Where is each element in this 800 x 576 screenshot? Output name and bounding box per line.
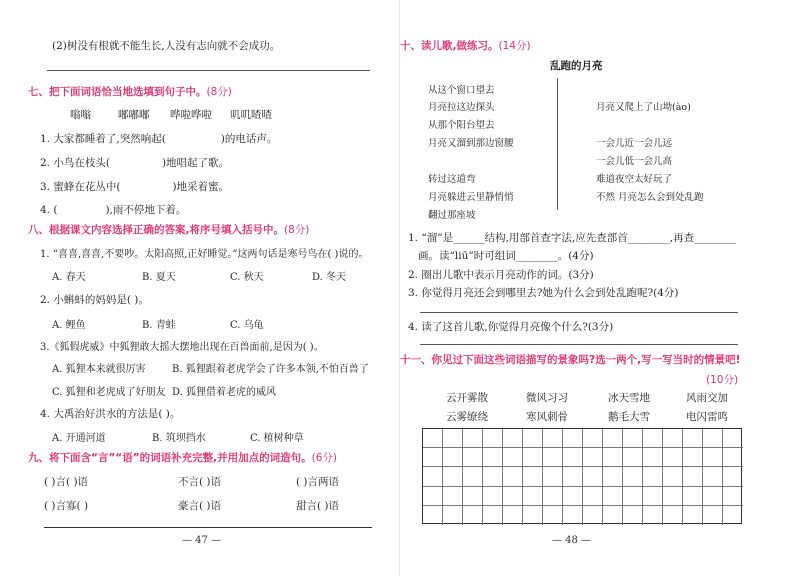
grid-cell[interactable] [723,506,743,525]
grid-cell[interactable] [423,487,443,506]
grid-cell[interactable] [423,506,443,525]
grid-cell[interactable] [583,487,603,506]
grid-cell[interactable] [603,487,623,506]
footer-rule [44,527,372,528]
choice-option[interactable]: C. 秋天 [230,272,264,283]
grid-cell[interactable] [503,506,523,525]
question-text[interactable]: 1. “溜”是______结构,用部首查字法,应先查部首________,再查________ [408,232,737,244]
poem-line: 月亮又溜到那边窗腰 [428,138,514,149]
question-text: 4. 读了这首儿歌,你觉得月亮像个什么?(3分) [408,321,614,333]
word-item: 云雾缭绕 [446,411,488,423]
grid-cell[interactable] [663,467,683,486]
grid-cell[interactable] [723,448,743,467]
word-fill[interactable]: 甜言( )语 [296,500,340,512]
grid-cell[interactable] [623,429,643,448]
fill-sentence [40,202,186,217]
grid-cell[interactable] [723,467,743,486]
grid-cell[interactable] [623,448,643,467]
grid-cell[interactable] [643,467,663,486]
choice-option[interactable]: D. 狐狸借着老虎的威风 [172,387,277,398]
grid-cell[interactable] [443,429,463,448]
grid-cell[interactable] [443,487,463,506]
grid-cell[interactable] [603,467,623,486]
word-option: 叽叽喳喳 [230,109,272,121]
choice-option[interactable]: B. 青蛙 [142,320,176,331]
grid-cell[interactable] [423,448,443,467]
grid-cell[interactable] [663,448,683,467]
grid-cell[interactable] [423,429,443,448]
question-text: 4. 大禹治好洪水的方法是( )。 [40,408,181,420]
poem-line: 一会儿低一会儿高 [596,156,673,167]
choice-option[interactable]: C. 植树种草 [250,433,304,444]
word-fill[interactable]: 不言( )语 [178,476,222,488]
grid-cell[interactable] [503,448,523,467]
grid-cell[interactable] [583,448,603,467]
section-9-header [28,450,337,465]
proverb-text: (2)树没有根就不能生长,人没有志向就不会成功。 [52,40,281,52]
section-points: (8分) [206,86,232,98]
sentence-start: 1. 大家都睡着了,突然响起( [40,133,166,145]
word-option: 嗡嗡 [70,109,91,121]
word-item: 电闪雷鸣 [686,411,728,423]
page-number: — 48 — [552,535,592,546]
word-option: 嘟嘟嘟 [118,109,150,121]
grid-cell[interactable] [543,429,563,448]
grid-cell[interactable] [483,448,503,467]
choice-option[interactable]: D. 冬天 [312,272,347,283]
grid-cell[interactable] [563,467,583,486]
grid-cell[interactable] [683,487,703,506]
question-text: 1. “喜喜,喜喜,不要吵。太阳高照,正好睡觉。”这两句话是寒号鸟在( )说的。 [40,249,369,260]
grid-cell[interactable] [523,448,543,467]
word-fill[interactable]: ( )言( )语 [44,476,89,488]
grid-cell[interactable] [483,506,503,525]
section-title: 十、读儿歌,做练习。 [400,40,499,52]
grid-cell[interactable] [583,506,603,525]
grid-cell[interactable] [463,506,483,525]
poem-line: 一会儿近一会儿远 [596,138,673,149]
grid-cell[interactable] [643,448,663,467]
question-text: 3.《狐假虎威》中狐狸敢大摇大摆地出现在百兽面前,是因为( )。 [40,342,324,353]
word-fill[interactable]: ( )言两语 [296,476,340,488]
grid-cell[interactable] [443,506,463,525]
word-item: 寒风刺骨 [526,411,568,423]
poem-line: 从那个阳台望去 [428,120,495,131]
grid-cell[interactable] [503,487,523,506]
fill-sentence [40,131,277,146]
word-option: 哗啦哗啦 [170,109,212,121]
choice-option[interactable]: A. 春天 [52,272,86,283]
poem-line: 从这个窗口望去 [428,85,495,96]
choice-option[interactable]: B. 夏天 [142,272,176,283]
grid-cell[interactable] [643,429,663,448]
grid-cell[interactable] [583,429,603,448]
sentence-start: 4. ( [40,204,58,216]
section-points: (10分) [706,374,739,386]
grid-cell[interactable] [703,487,723,506]
section-title: 七、把下面词语恰当地选填到句子中。 [28,86,207,98]
choice-option[interactable]: A. 鲤鱼 [52,320,86,331]
answer-line [47,70,370,71]
choice-option[interactable]: A. 狐狸本来就很厉害 [52,364,146,375]
grid-cell[interactable] [623,467,643,486]
grid-cell[interactable] [563,487,583,506]
grid-cell[interactable] [683,448,703,467]
word-item: 冰天雪地 [608,392,650,404]
choice-option[interactable]: B. 筑坝挡水 [152,433,206,444]
question-text[interactable]: 画。读“liū”时可组词________。(4分) [418,250,594,262]
section-title: 九、将下面含“言”“语”的词语补充完整,并用加点的词造句。 [28,452,312,464]
grid-cell[interactable] [463,467,483,486]
grid-cell[interactable] [463,429,483,448]
grid-cell[interactable] [623,506,643,525]
word-item: 云开雾散 [446,392,488,404]
sentence-end: )的电话声。 [220,133,278,145]
grid-cell[interactable] [643,506,663,525]
choice-option[interactable]: C. 狐狸和老虎成了好朋友 [52,387,166,398]
grid-cell[interactable] [723,487,743,506]
grid-cell[interactable] [583,467,603,486]
section-points: (6分) [311,452,337,464]
section-8-header [28,222,309,237]
writing-grid[interactable] [422,428,742,524]
word-item: 风雨交加 [686,392,728,404]
word-item: 微风习习 [526,392,568,404]
poem-line: 难道夜空太好玩了 [596,174,673,185]
grid-cell[interactable] [463,487,483,506]
grid-cell[interactable] [643,487,663,506]
grid-cell[interactable] [543,467,563,486]
section-points: (8分) [284,224,310,236]
section-10-header [400,38,531,53]
grid-cell[interactable] [503,467,523,486]
poem-title: 乱跑的月亮 [550,60,603,72]
answer-line[interactable] [420,312,738,313]
page-number: — 47 — [182,535,222,546]
fill-sentence [40,179,229,194]
grid-cell[interactable] [623,487,643,506]
question-text: 2. 小蝌蚪的妈妈是( )。 [40,294,149,306]
section-7-header [28,84,232,99]
grid-cell[interactable] [703,467,723,486]
fill-sentence [40,155,229,170]
grid-cell[interactable] [543,506,563,525]
grid-cell[interactable] [443,448,463,467]
grid-cell[interactable] [723,429,743,448]
choice-option[interactable]: C. 乌龟 [230,320,264,331]
grid-cell[interactable] [683,506,703,525]
grid-cell[interactable] [663,429,683,448]
poem-line: 不然 月亮怎么会到处乱跑 [596,192,704,203]
grid-cell[interactable] [503,429,523,448]
section-points: (14分) [498,40,531,52]
choice-option[interactable]: A. 开通河道 [52,433,106,444]
grid-cell[interactable] [543,487,563,506]
grid-cell[interactable] [603,448,623,467]
word-fill[interactable]: ( )言寡( ) [44,500,89,512]
grid-cell[interactable] [523,429,543,448]
poem-line: 翻过那座坡 [428,210,476,221]
grid-cell[interactable] [423,467,443,486]
grid-cell[interactable] [523,506,543,525]
right-page [400,0,800,576]
sentence-start: 2. 小鸟在枝头( [40,157,110,169]
grid-cell[interactable] [683,429,703,448]
poem-divider [557,78,558,210]
grid-cell[interactable] [443,467,463,486]
grid-cell[interactable] [523,467,543,486]
grid-cell[interactable] [483,467,503,486]
grid-cell[interactable] [563,506,583,525]
section-11-header: 十一、你见过下面这些词语描写的景象吗?选一两个,写一写当时的情景吧! [400,354,741,366]
grid-cell[interactable] [563,448,583,467]
sentence-end: ),雨不停地下着。 [105,204,187,216]
grid-cell[interactable] [663,487,683,506]
grid-cell[interactable] [663,506,683,525]
grid-cell[interactable] [703,448,723,467]
poem-line: 月亮又爬上了山坳(ào) [596,102,691,113]
answer-line[interactable] [420,344,738,345]
section-title: 八、根据课文内容选择正确的答案,将序号填入括号中。 [28,224,284,236]
grid-cell[interactable] [563,429,583,448]
grid-cell[interactable] [523,487,543,506]
poem-line: 转过这道弯 [428,174,476,185]
grid-cell[interactable] [603,429,623,448]
grid-cell[interactable] [703,506,723,525]
sentence-end: )地唱起了歌。 [161,157,230,169]
word-fill[interactable]: 豪言( )语 [178,500,222,512]
poem-line: 月亮躲进云里静悄悄 [428,192,514,203]
question-text: 3. 你觉得月亮还会到哪里去?她为什么会到处乱跑呢?(4分) [408,287,679,299]
question-text: 2. 圈出儿歌中表示月亮动作的词。(3分) [408,269,594,281]
grid-cell[interactable] [683,467,703,486]
grid-cell[interactable] [483,487,503,506]
poem-line: 月亮拉这边探头 [428,102,495,113]
grid-cell[interactable] [483,429,503,448]
sentence-start: 3. 蜜蜂在花丛中( [40,181,121,193]
word-item: 鹅毛大雪 [608,411,650,423]
grid-cell[interactable] [603,506,623,525]
choice-option[interactable]: B. 狐狸跟着老虎学会了许多本领,不怕百兽了 [172,364,369,375]
grid-cell[interactable] [463,448,483,467]
sentence-end: )地采着蜜。 [172,181,230,193]
grid-cell[interactable] [703,429,723,448]
grid-cell[interactable] [543,448,563,467]
